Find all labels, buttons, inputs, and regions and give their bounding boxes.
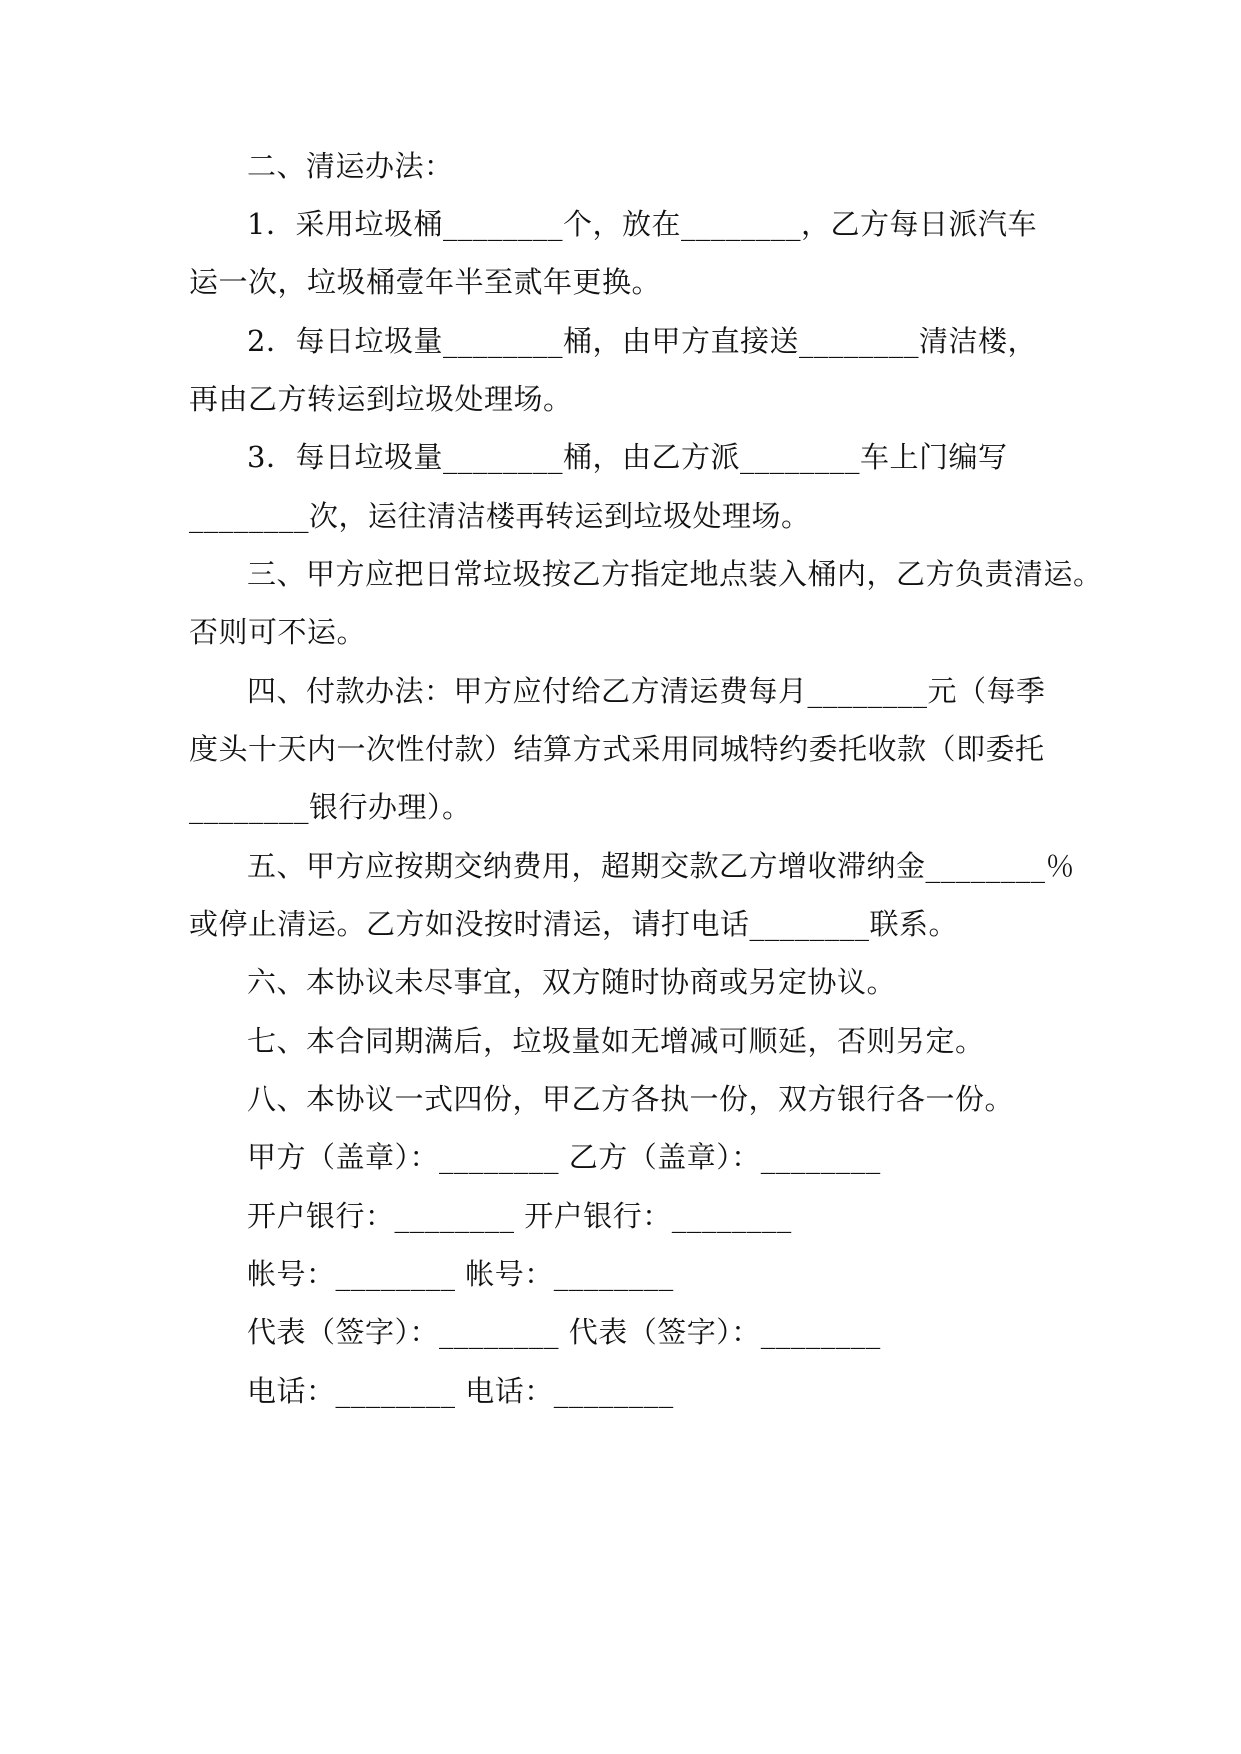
section-8: 八、本协议一式四份，甲乙方各执一份，双方银行各一份。 [247,1082,1015,1116]
section-4-line-3: ________银行办理）。 [189,790,472,824]
clause-2-1-line-2: 运一次，垃圾桶壹年半至贰年更换。 [189,265,662,299]
section-6: 六、本协议未尽事宜，双方随时协商或另定协议。 [247,965,897,999]
section-3-line-2: 否则可不运。 [189,615,367,649]
section-2-heading: 二、清运办法： [247,149,454,183]
section-4-line-2: 度头十天内一次性付款）结算方式采用同城特约委托收款（即委托 [189,732,1045,766]
clause-2-2-line-1: 2．每日垃圾量________桶，由甲方直接送________清洁楼， [247,324,1037,358]
section-3-line-1: 三、甲方应把日常垃圾按乙方指定地点装入桶内，乙方负责清运。 [247,557,1103,591]
clause-2-1-line-1: 1．采用垃圾桶________个，放在________，乙方每日派汽车 [247,207,1037,241]
section-7: 七、本合同期满后，垃圾量如无增减可顺延，否则另定。 [247,1024,985,1058]
signature-representative: 代表（签字）：________ 代表（签字）：________ [247,1315,881,1349]
clause-2-3-line-2: ________次，运往清洁楼再转运到垃圾处理场。 [189,499,811,533]
signature-bank-line: 开户银行：________ 开户银行：________ [247,1199,792,1233]
clause-2-3-line-1: 3．每日垃圾量________桶，由乙方派________车上门编写 [247,440,1008,474]
section-5-line-1: 五、甲方应按期交纳费用，超期交款乙方增收滞纳金________％ [247,849,1076,883]
signature-phone-line: 电话：________ 电话：________ [247,1374,674,1408]
signature-seal-line: 甲方（盖章）：________ 乙方（盖章）：________ [247,1140,881,1174]
section-5-line-2: 或停止清运。乙方如没按时清运，请打电话________联系。 [189,907,959,941]
clause-2-2-line-2: 再由乙方转运到垃圾处理场。 [189,382,573,416]
signature-account-line: 帐号：________ 帐号：________ [247,1257,674,1291]
section-4-line-1: 四、付款办法：甲方应付给乙方清运费每月________元（每季 [247,674,1046,708]
